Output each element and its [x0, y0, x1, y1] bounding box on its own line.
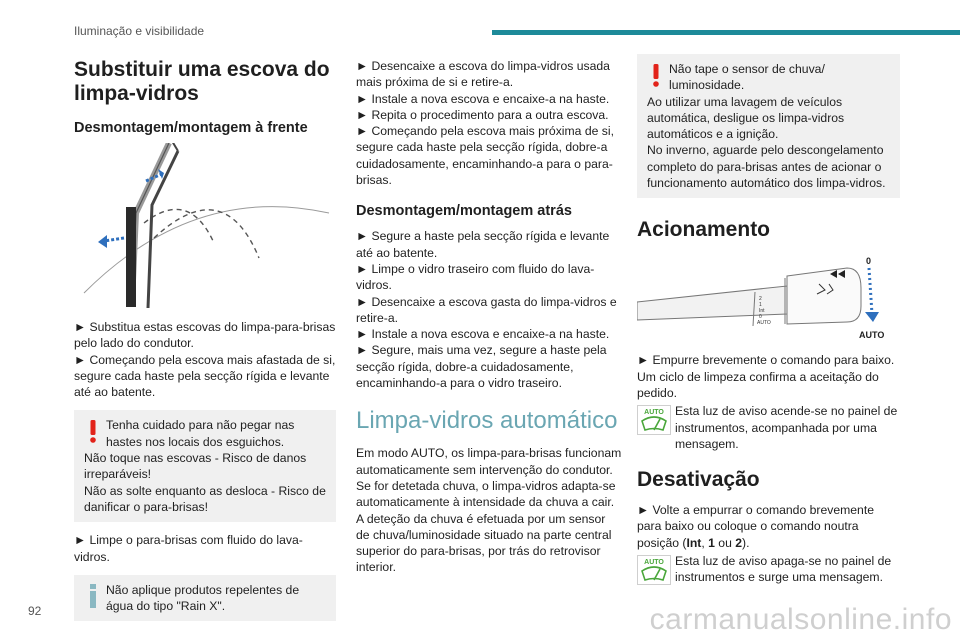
stalk-pos-2: 2: [759, 296, 762, 303]
middle-paragraph-2: ► Instale a nova escova e encaixe-a na haste.: [356, 91, 610, 106]
info-icon: [86, 583, 100, 609]
push-down-arrow: [869, 268, 872, 314]
sensor-warning-line-2: Ao utilizar uma lavagem de veículos automática, desligue os limpa-vidros automáticos e a ignição.: [647, 94, 845, 142]
warning-exclamation-icon: [86, 418, 100, 444]
middle-paragraph-7: ► Desencaixe a escova gasta do limpa-vidros e retire-a.: [356, 294, 617, 325]
svg-text:AUTO: AUTO: [644, 559, 664, 567]
sweep-arc-large: [154, 210, 259, 258]
middle-paragraph-8: ► Instale a nova escova e encaixe-a na haste.: [356, 327, 610, 342]
wiper-blade-near: [126, 207, 136, 307]
left-column: [74, 52, 336, 621]
stalk-pos-1: 1: [759, 302, 762, 309]
deactivation-paragraph: ► Volte a empurrar o comando brevemente para baixo ou coloque o comando noutra posição (Int, 1 ou 2).: [637, 503, 874, 550]
warning-light-on-text: Esta luz de aviso acende-se no painel de instrumentos, acompanhada por uma mensagem.: [675, 404, 898, 451]
stalk-shaft: [637, 286, 787, 320]
activation-paragraph: ► Empurre brevemente o comando para baixo. Um ciclo de limpeza confirma a aceitação do pedido.: [637, 353, 895, 400]
warning-light-off-row: [637, 553, 900, 586]
section-title-deactivation: Desativação: [637, 468, 760, 492]
header-accent-bar: [492, 30, 960, 35]
figure-label-auto: AUTO: [859, 330, 885, 341]
middle-paragraph-9: ► Segure, mais uma vez, segure a haste pela secção rígida, dobre-a cuidadosamente, encaminhando-a para o vidro traseiro.: [356, 343, 607, 391]
subtitle-front: Desmontagem/montagem à frente: [74, 120, 308, 136]
stalk-pos-auto: AUTO: [757, 320, 771, 327]
info-text: Não aplique produtos repelentes de água do tipo "Rain X".: [106, 582, 300, 614]
section-title-replace-blade: Substituir uma escova do limpa-vidros: [74, 58, 330, 105]
page-number: 92: [28, 604, 42, 618]
wiper-stalk-illustration: [637, 254, 900, 342]
middle-paragraph-1: ► Desencaixe a escova do limpa-vidros usada mais próxima de si e retire-a.: [356, 59, 610, 90]
windscreen-edge: [84, 207, 329, 293]
warning-exclamation-icon: [649, 62, 663, 88]
svg-text:AUTO: AUTO: [644, 409, 664, 417]
middle-paragraph-4: ► Começando pela escova mais próxima de si, segure cada haste pela secção rígida, dobre-a cuidadosamente, encaminhando-a para o para-brisas.: [356, 124, 614, 188]
left-paragraph-3: ► Limpe o para-brisas com fluido do lava-vidros.: [74, 533, 303, 564]
section-title-activation: Acionamento: [637, 218, 771, 242]
left-paragraph-2: ► Começando pela escova mais afastada de si, segure cada haste pela secção rígida e levante até ao batente.: [74, 352, 336, 400]
warning-light-off-text: Esta luz de aviso apaga-se no painel de instrumentos e surge uma mensagem.: [675, 554, 892, 585]
stalk-pos-0: 0: [759, 314, 762, 321]
info-box-left: [74, 575, 336, 622]
watermark: carmanualsonline.info: [649, 603, 952, 636]
auto-wipers-description: Em modo AUTO, os limpa-para-brisas funcionam automaticamente sem intervenção do condutor. Se for detetada chuva, o limpa-vidros adapta-se automaticamente à intensidade da chuva a cair. A deteção da chuva é efetuada por um sensor de chuva/luminosidade situado na parte central superior do para-brisas, por trás do retrovisor interior.: [356, 446, 622, 575]
right-column: [637, 52, 900, 586]
auto-wiper-light-icon: [637, 555, 671, 585]
warning-line-3: Não as solte enquanto as desloca - Risco de danificar o para-brisas!: [84, 483, 326, 514]
front-wiper-illustration: [74, 143, 336, 311]
sensor-warning-line-1: Não tape o sensor de chuva/ luminosidade.: [669, 62, 825, 93]
stalk-head: [787, 268, 861, 324]
warning-box-right: [637, 54, 900, 198]
warning-box-left: [74, 410, 336, 522]
middle-paragraph-6: ► Limpe o vidro traseiro com fluido do lava-vidros.: [356, 261, 595, 293]
section-title-auto-wipers: Limpa-vidros automático: [356, 407, 618, 435]
middle-paragraph-5: ► Segure a haste pela secção rígida e levante até ao batente.: [356, 229, 610, 260]
stalk-pos-int: Int: [759, 308, 765, 315]
running-header: Iluminação e visibilidade: [74, 24, 205, 38]
auto-wiper-light-icon: [637, 405, 671, 435]
subtitle-rear: Desmontagem/montagem atrás: [356, 203, 572, 220]
left-paragraph-1: ► Substitua estas escovas do limpa-para-brisas pelo lado do condutor.: [74, 320, 336, 351]
sensor-warning-line-3: No inverno, aguarde pelo descongelamento completo do para-brisas antes de acionar o funcionamento automático dos limpa-vidros.: [647, 143, 886, 191]
warning-line-1: Tenha cuidado para não pegar nas hastes nos locais dos esguichos.: [106, 418, 295, 449]
figure-label-zero: 0: [866, 256, 872, 267]
warning-light-on-row: [637, 403, 900, 452]
middle-paragraph-3: ► Repita o procedimento para a outra escova.: [356, 107, 609, 122]
middle-column: [356, 52, 622, 576]
warning-line-2: Não toque nas escovas - Risco de danos irreparáveis!: [84, 451, 307, 482]
